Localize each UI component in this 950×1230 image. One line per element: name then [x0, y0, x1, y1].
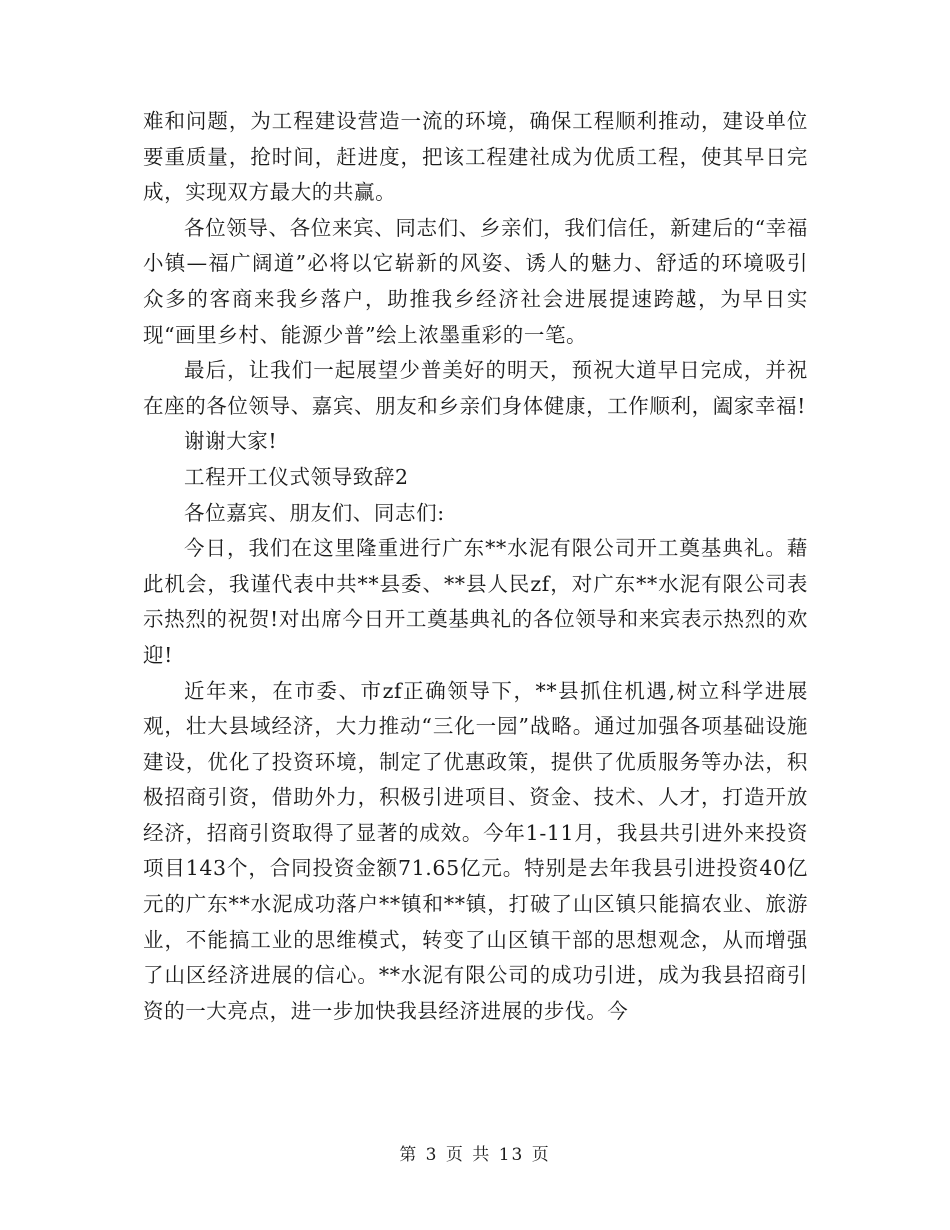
- paragraph-thanks: 谢谢大家!: [184, 429, 278, 454]
- paragraph-salutation: 各位嘉宾、朋友们、同志们:: [184, 500, 445, 525]
- document-body: [143, 104, 808, 1029]
- paragraph-wishes: 各位领导、各位来宾、同志们、乡亲们，我们信任，新建后的“幸福小镇—福广阔道”必将以它崭新的风姿、诱人的魅力、舒适的环境吸引众多的客商来我乡落户，助推我乡经济社会进展提速跨越，为早日实现“画里乡村、能源少普”绘上浓墨重彩的一笔。: [143, 215, 808, 347]
- page-footer: 第 3 页 共 13 页: [399, 1145, 551, 1165]
- paragraph-continuation: 难和问题，为工程建设营造一流的环境，确保工程顺利推动，建设单位要重质量，抢时间，赶进度，把该工程建社成为优质工程，使其早日完成，实现双方最大的共赢。: [143, 109, 808, 205]
- paragraph-closing: 最后，让我们一起展望少普美好的明天，预祝大道早日完成，并祝在座的各位领导、嘉宾、朋友和乡亲们身体健康，工作顺利，阖家幸福!: [143, 358, 808, 418]
- paragraph-opening: 今日，我们在这里隆重进行广东**水泥有限公司开工奠基典礼。藉此机会，我谨代表中共**县委、**县人民zf，对广东**水泥有限公司表示热烈的祝贺!对出席今日开工奠基典礼的各位领导和来宾表示热烈的欢迎!: [143, 536, 808, 667]
- section-heading: 工程开工仪式领导致辞2: [184, 464, 409, 489]
- paragraph-development: 近年来，在市委、市zf正确领导下，**县抓住机遇,树立科学进展观，壮大县域经济，大力推动“三化一园”战略。通过加强各项基础设施建设，优化了投资环境，制定了优惠政策，提供了优质服务等办法，积极招商引资，借助外力，积极引进项目、资金、技术、人才，打造开放经济，招商引资取得了显著的成效。今年1-11月，我县共引进外来投资项目143个，合同投资金额71.65亿元。特别是去年我县引进投资40亿元的广东**水泥成功落户**镇和**镇，打破了山区镇只能搞农业、旅游业，不能搞工业的思维模式，转变了山区镇干部的思想观念，从而增强了山区经济进展的信心。**水泥有限公司的成功引进，成为我县招商引资的一大亮点，进一步加快我县经济进展的步伐。今: [143, 678, 808, 1023]
